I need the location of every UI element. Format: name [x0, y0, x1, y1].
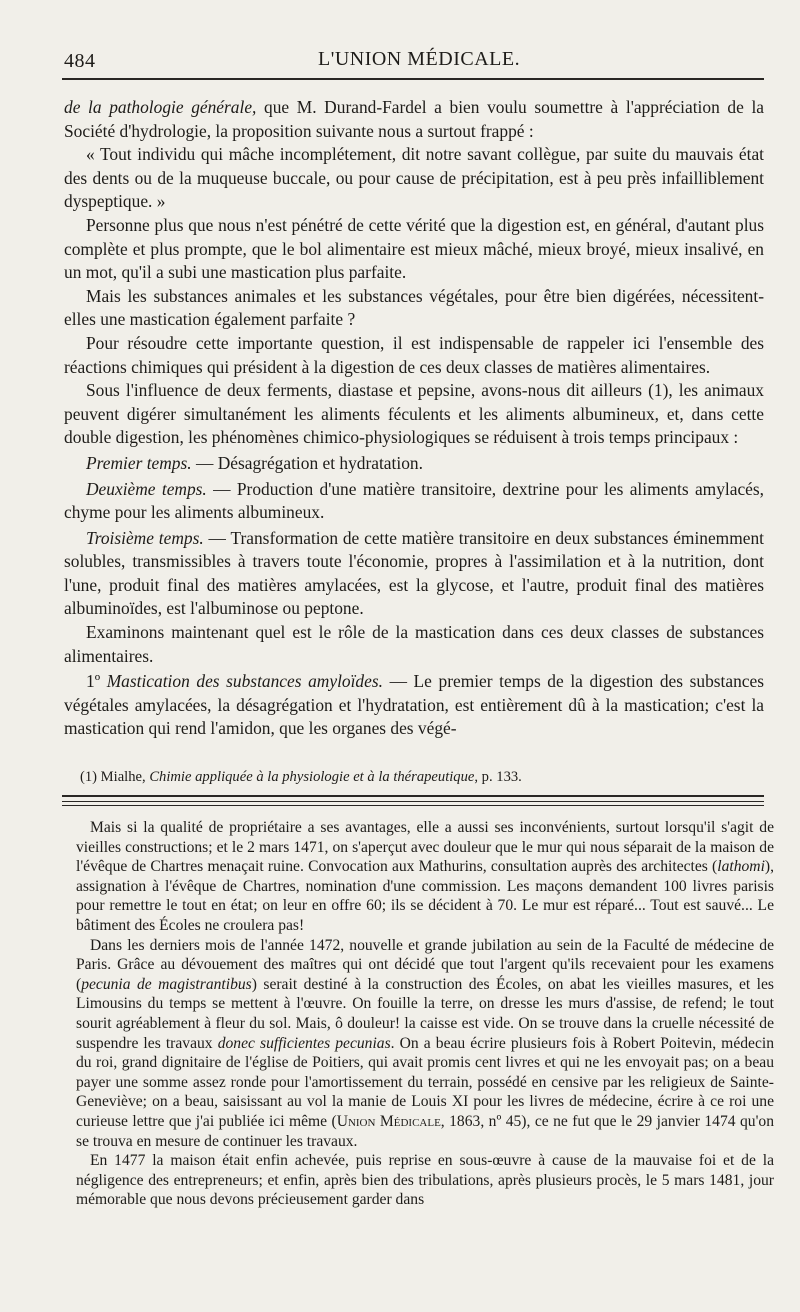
- footnote-title: Chimie appliquée à la physiologie et à la thérapeutique: [149, 769, 475, 785]
- italic-phrase: lathomi: [717, 858, 765, 876]
- step-label: Deuxième temps.: [86, 478, 207, 499]
- paragraph-text: , 1863, nº 45), ce ne fut que le 29 janvier 1474 qu'on se trouva en mesure de continuer les travaux.: [76, 1112, 774, 1150]
- footnote-marker: (1) Mialhe,: [80, 769, 150, 785]
- step-label: Premier temps.: [86, 452, 192, 473]
- paragraph-text: . On a beau écrire plusieurs fois à Robert Poitevin, médecin du roi, grand dignitaire de l'église de Poitiers, qui avait promis cent livres et qui ne les envoyait pas; on a beau payer une somme assez ronde pour l'amortissement du terrain, possédé en censive par les religieux de Sainte-Geneviève; on a beau, saisissant au vol la manie de Louis XI pour les livres de médecine, écrire à ce roi une curieuse lettre que j'ai publiée ici même (: [76, 1034, 775, 1130]
- step-third: [64, 527, 764, 621]
- paragraph: Sous l'influence de deux ferments, diastase et pepsine, avons-nous dit ailleurs (1), les animaux peuvent digérer simultanément les aliments féculents et les aliments albumineux, et, dans cette double digestion, les phénomènes chimico-physiologiques se réduisent à trois temps principaux :: [64, 380, 764, 448]
- step-first: [64, 452, 764, 476]
- paragraph: [64, 96, 764, 143]
- feuilleton-paragraph: [76, 818, 774, 936]
- paragraph-text: que M. Durand-Fardel a bien voulu soumettre à l'appréciation de la Société d'hydrologie, la proposition suivante nous a surtout frappé :: [64, 97, 764, 141]
- section-paragraph: [64, 670, 764, 741]
- footnote: [80, 768, 760, 786]
- page-header: [60, 46, 765, 76]
- step-label: Troisième temps.: [86, 527, 204, 548]
- footnote-page: , p. 133.: [474, 769, 522, 785]
- step-text: — Production d'une matière transitoire, dextrine pour les aliments amylacés, chyme pour les aliments albumineux.: [64, 478, 764, 523]
- journal-name: Union Médicale: [336, 1112, 441, 1130]
- paragraph-text: Mais si la qualité de propriétaire a ses avantages, elle a aussi ses inconvénients, surtout lorsqu'il s'agit de vieilles constructions; et le 2 mars 1471, on s'aperçut avec douleur que le mur qui nous séparait de la maison de l'évêque de Chartres menaçait ruine. Convocation aux Mathurins, consultation auprès des architectes (: [76, 819, 774, 876]
- step-text: — Désagrégation et hydratation.: [191, 452, 423, 473]
- feuilleton-divider-thin: [62, 805, 764, 806]
- paragraph: Mais les substances animales et les substances végétales, pour être bien digérées, nécessitent-elles une mastication également parfaite ?: [64, 285, 764, 330]
- feuilleton-paragraph: En 1477 la maison était enfin achevée, puis reprise en sous-œuvre à cause de la mauvaise foi et de la négligence des entrepreneurs; et enfin, après bien des tribulations, après plusieurs procès, le 5 mars 1481, jour mémorable que nous devons précieusement garder dans: [76, 1152, 774, 1209]
- section-number: 1º: [86, 671, 107, 692]
- paragraph-text: ) serait destiné à la construction des Écoles, on abat les vieilles masures, et les Limousins du temps se mettent à l'œuvre. On fouille la terre, on dresse les murs d'assise, de refend; le tout sourit agréablement à fleur du sol. Mais, ô douleur! la caisse est vide. On se trouve dans la cruelle nécessité de suspendre les travaux: [76, 975, 775, 1052]
- feuilleton-paragraph: [76, 936, 774, 1152]
- section-heading: Mastication des substances amyloïdes.: [106, 671, 383, 692]
- main-article: [64, 96, 764, 741]
- italic-phrase: de la pathologie générale,: [64, 97, 257, 117]
- step-second: [64, 478, 764, 525]
- step-text: — Transformation de cette matière transitoire en deux substances éminemment solubles, transmissibles à travers toute l'économie, propres à l'assimilation et à la nutrition, dont l'une, produit final des matières amylacées, est la glycose, et l'autre, produit final des matières albuminoïdes, est l'albuminose ou peptone.: [64, 527, 764, 619]
- paragraph-text: ), assignation à l'évêque de Chartres, nomination d'une commission. Les maçons demandent 100 livres parisis pour remettre le tout en état; on leur en offre 60; ils se décident à 70. Le mur est réparé... Tout est sauvé... Le bâtiment des Écoles ne croulera pas!: [76, 858, 774, 934]
- page-number: 484: [64, 50, 96, 72]
- quotation-paragraph: « Tout individu qui mâche incomplétement, dit notre savant collègue, par suite du mauvais état des dents ou de la muqueuse buccale, ou pour cause de précipitation, est à peu près infailliblement dyspeptique. »: [64, 144, 764, 212]
- italic-phrase: donec sufficientes pecunias: [217, 1034, 391, 1052]
- paragraph: Personne plus que nous n'est pénétré de cette vérité que la digestion est, en général, d'autant plus complète et plus prompte, que le bol alimentaire est mieux mâché, mieux broyé, mieux insalivé, en un mot, qu'il a subi une mastication plus parfaite.: [64, 214, 764, 283]
- running-title: L'UNION MÉDICALE.: [318, 48, 521, 70]
- feuilleton-column: [76, 818, 774, 1210]
- italic-phrase: pecunia de magistrantibus: [81, 975, 252, 993]
- paragraph-text: — Le premier temps de la digestion des substances végétales amylacées, la désagrégation et l'hydratation, est entièrement dû à la mastication; c'est la mastication qui rend l'amidon, que les organes des végé-: [64, 671, 764, 739]
- header-rule: [62, 78, 764, 80]
- paragraph: Pour résoudre cette importante question, il est indispensable de rappeler ici l'ensemble des réactions chimiques qui président à la digestion de ces deux classes de matières alimentaires.: [64, 332, 764, 377]
- paragraph: Examinons maintenant quel est le rôle de la mastication dans ces deux classes de substances alimentaires.: [64, 622, 764, 666]
- paragraph-text: Dans les derniers mois de l'année 1472, nouvelle et grande jubilation au sein de la Faculté de médecine de Paris. Grâce au dévouement des maîtres qui ont décidé que tout l'argent qu'ils recevaient pour les examens (: [76, 936, 774, 993]
- feuilleton-divider: [62, 795, 764, 802]
